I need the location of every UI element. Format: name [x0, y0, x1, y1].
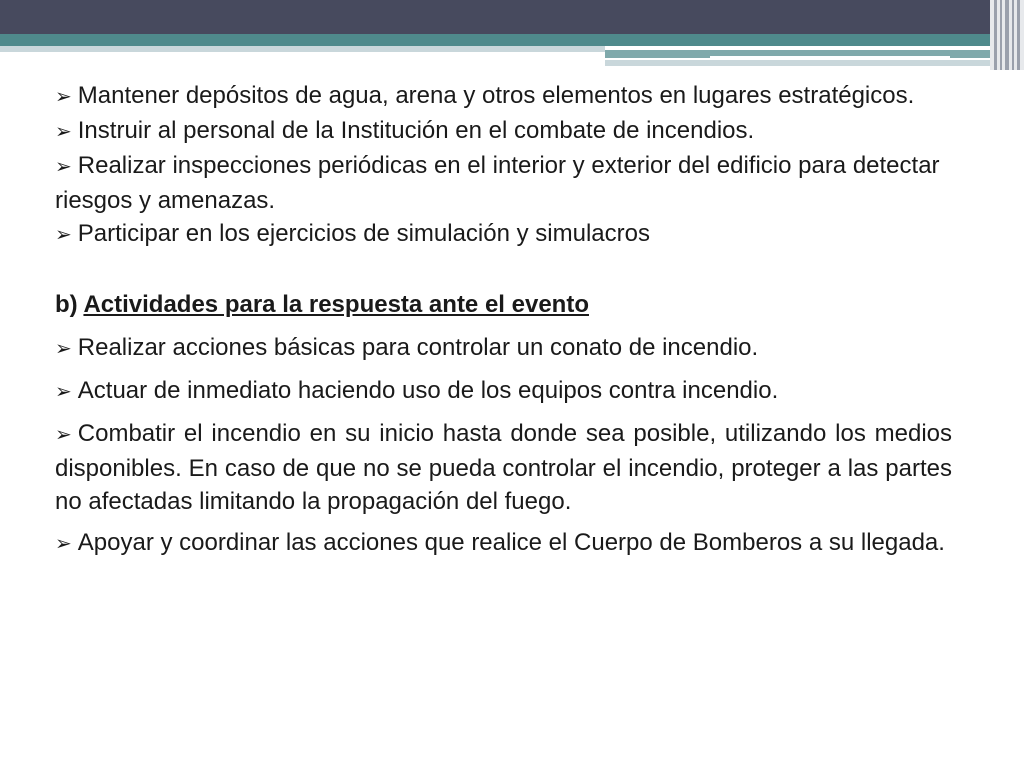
list-item-text: Realizar acciones básicas para controlar un conato de incendio. — [77, 334, 759, 361]
list-item-text: Combatir el incendio en su inicio hasta donde sea posible, utilizando los medios disponibles. En caso de que no se pueda controlar el incendio, proteger a las partes no afectadas limitando la propagación del fuego. — [55, 420, 952, 515]
section-title: Actividades para la respuesta ante el evento — [83, 291, 589, 318]
slide-content — [55, 79, 952, 569]
banner-vertical-bars — [990, 0, 1024, 70]
arrow-bullet-icon: ➢ — [55, 533, 72, 555]
arrow-bullet-icon: ➢ — [55, 224, 72, 246]
arrow-bullet-icon: ➢ — [55, 156, 72, 178]
list-item — [55, 417, 952, 518]
list-item-text: Mantener depósitos de agua, arena y otros elementos en lugares estratégicos. — [77, 82, 915, 109]
list-item — [55, 79, 952, 114]
list-item — [55, 114, 952, 149]
header-banner — [0, 0, 1024, 70]
list-item-text: Realizar inspecciones periódicas en el interior y exterior del edificio para detectar riesgos y amenazas. — [55, 152, 940, 214]
arrow-bullet-icon: ➢ — [55, 424, 72, 446]
list-item — [55, 526, 952, 561]
banner-light-band — [0, 46, 605, 52]
banner-white-line — [710, 56, 950, 58]
arrow-bullet-icon: ➢ — [55, 338, 72, 360]
list-item — [55, 374, 952, 409]
section-prefix: b) — [55, 291, 84, 318]
arrow-bullet-icon: ➢ — [55, 86, 72, 108]
list-item — [55, 331, 952, 366]
banner-dark-band — [0, 0, 990, 34]
banner-teal-band — [0, 34, 990, 46]
list-item — [55, 149, 952, 217]
banner-accent-strip-light — [605, 60, 990, 66]
list-item-text: Instruir al personal de la Institución en el combate de incendios. — [77, 117, 755, 144]
section-heading — [55, 288, 952, 321]
arrow-bullet-icon: ➢ — [55, 121, 72, 143]
list-item-text: Apoyar y coordinar las acciones que realice el Cuerpo de Bomberos a su llegada. — [77, 529, 945, 556]
arrow-bullet-icon: ➢ — [55, 381, 72, 403]
list-item-text: Actuar de inmediato haciendo uso de los equipos contra incendio. — [77, 377, 779, 404]
list-item — [55, 217, 952, 252]
list-item-text: Participar en los ejercicios de simulación y simulacros — [77, 220, 650, 247]
